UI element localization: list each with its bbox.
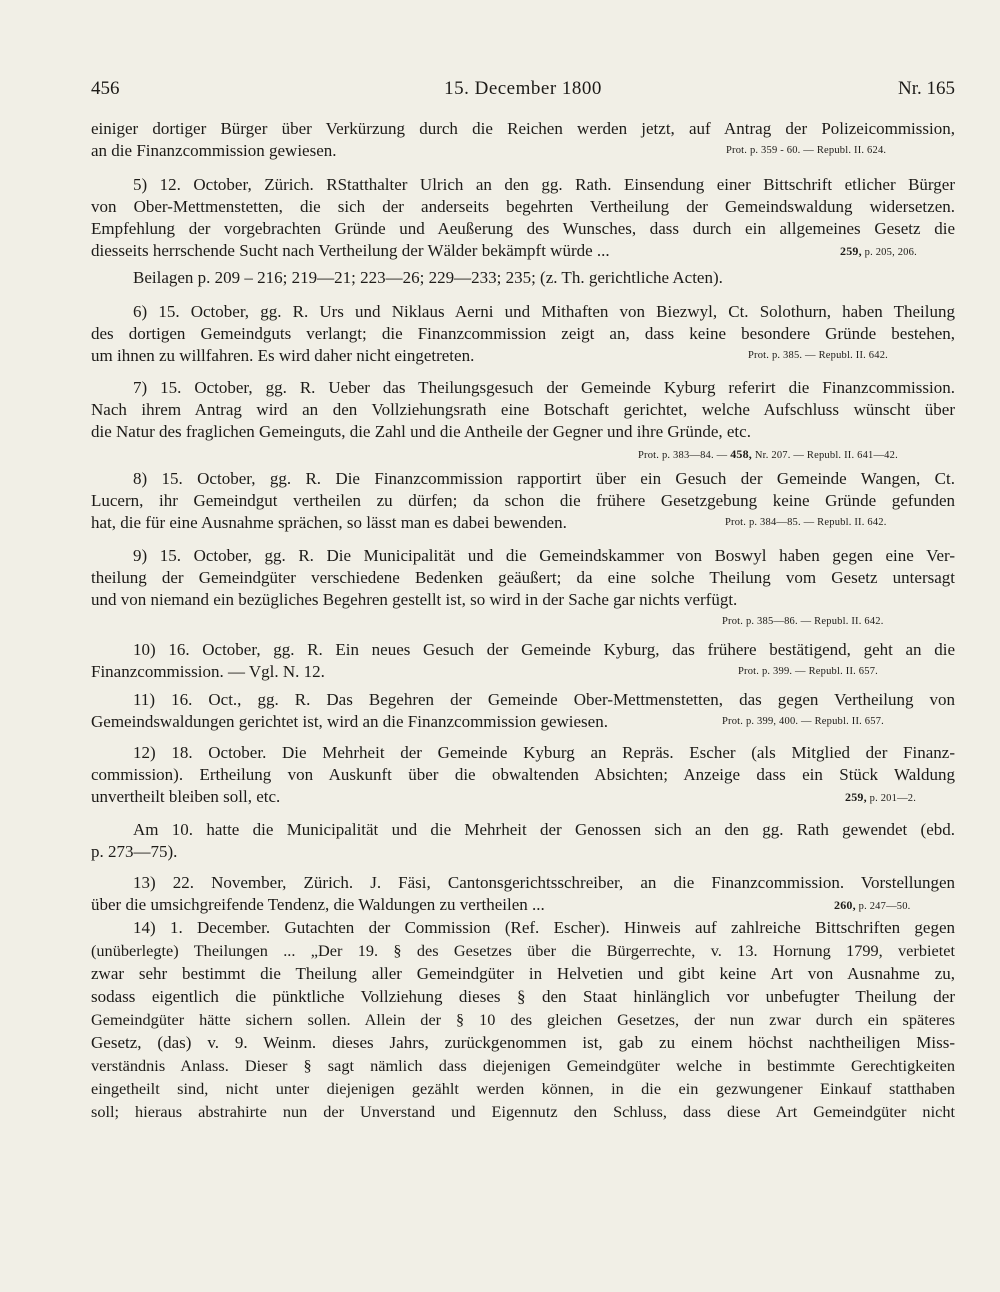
reference-volume: 259, <box>845 790 867 804</box>
text-line: Lucern, ihr Gemeindgut vertheilen zu dürfen; da schon die frühere Gesetzgebung keine Gründe gefunden <box>91 491 955 510</box>
text-line: Gemeindgüter hätte sichern sollen. Allein der § 10 des gleichen Gesetzes, der nun zwar durch ein späteres <box>91 1010 955 1029</box>
text-line: theilung der Gemeindgüter verschiedene Bedenken geäußert; da eine solche Theilung vom Gesetz untersagt <box>91 568 955 587</box>
text-line: sodass eigentlich die pünktliche Vollziehung dieses § den Staat hinlänglich vor unbefugter Theilung der <box>91 987 955 1006</box>
text-line: um ihnen zu willfahren. Es wird daher nicht eingetreten. <box>91 346 475 365</box>
text-line: Finanzcommission. — Vgl. N. 12. <box>91 662 325 681</box>
text-line: commission). Ertheilung von Auskunft über die obwaltenden Absichten; Anzeige dass ein Stück Waldung <box>91 765 955 784</box>
text-line: p. 273—75). <box>91 842 178 861</box>
text-line: 13) 22. November, Zürich. J. Fäsi, Cantonsgerichtsschreiber, an die Finanzcommission. Vorstellungen <box>133 873 955 892</box>
text-line: Gemeindswaldungen gerichtet ist, wird an die Finanzcommission gewiesen. <box>91 712 608 731</box>
reference-republ: Nr. 207. — Republ. II. 641—42. <box>752 450 898 461</box>
reference-note: Prot. p. 384—85. — Republ. II. 642. <box>725 517 887 528</box>
reference-note <box>638 443 898 467</box>
text-line: 7) 15. October, gg. R. Ueber das Theilungsgesuch der Gemeinde Kyburg referirt die Finanzcommission. <box>133 378 955 397</box>
reference-volume: 458, <box>730 447 752 461</box>
text-line: 6) 15. October, gg. R. Urs und Niklaus Aerni und Mithaften von Biezwyl, Ct. Solothurn, haben Theilung <box>133 302 955 321</box>
reference-note: Prot. p. 399. — Republ. II. 657. <box>738 666 878 677</box>
text-line: einiger dortiger Bürger über Verkürzung durch die Reichen werden jetzt, auf Antrag der Polizeicommission, <box>91 119 955 138</box>
reference-volume: 260, <box>834 898 856 912</box>
text-line: des dortigen Gemeindguts verlangt; die Finanzcommission zeigt an, dass keine besondere Gründe bestehen, <box>91 324 955 343</box>
text-line: Empfehlung der vorgebrachten Gründe und Aeußerung des Wunsches, dass durch ein allgemeines Gesetz die <box>91 219 955 238</box>
text-line: an die Finanzcommission gewiesen. <box>91 141 337 160</box>
text-line: 5) 12. October, Zürich. RStatthalter Ulrich an den gg. Rath. Einsendung einer Bittschrift etlicher Bürger <box>133 175 955 194</box>
text-line: hat, die für eine Ausnahme sprächen, so lässt man es dabei bewenden. <box>91 513 567 532</box>
reference-note: Prot. p. 385. — Republ. II. 642. <box>748 350 888 361</box>
text-line: 12) 18. October. Die Mehrheit der Gemeinde Kyburg an Repräs. Escher (als Mitglied der Finanz- <box>133 743 955 762</box>
reference-volume: 259, <box>840 244 862 258</box>
header-number: Nr. 165 <box>898 78 955 99</box>
text-line: 14) 1. December. Gutachten der Commission (Ref. Escher). Hinweis auf zahlreiche Bittschriften gegen <box>133 918 955 937</box>
reference-protocol: Prot. p. 383—84. — <box>638 450 731 461</box>
reference-note <box>845 786 916 810</box>
text-line: von Ober-Mettmenstetten, die sich der anderseits begehrten Vertheilung der Gemeindswaldung widersetzen. <box>91 197 955 216</box>
text-line: verständnis Anlass. Dieser § sagt nämlich dass diejenigen Gemeindgüter welche in bestimmte Gerechtigkeiten <box>91 1056 955 1075</box>
reference-pages: p. 247—50. <box>855 901 911 912</box>
text-line: und von niemand ein bezügliches Begehren gestellt ist, so wird in der Sache gar nichts verfügt. <box>91 590 738 609</box>
reference-note: Prot. p. 385—86. — Republ. II. 642. <box>722 616 884 627</box>
text-line: über die umsichgreifende Tendenz, die Waldungen zu vertheilen ... <box>91 895 545 914</box>
text-line: (unüberlegte) Theilungen ... „Der 19. § des Gesetzes über die Bürgerrechte, v. 13. Hornung 1799, verbietet <box>91 941 955 960</box>
text-line: zwar sehr bestimmt die Theilung aller Gemeindgüter in Helvetien und gibt keine Art von Ausnahme zu, <box>91 964 955 983</box>
text-line: unvertheilt bleiben soll, etc. <box>91 787 281 806</box>
text-line: 8) 15. October, gg. R. Die Finanzcommission rapportirt über ein Gesuch der Gemeinde Wangen, Ct. <box>133 469 955 488</box>
text-line: soll; hieraus abstrahirte nun der Unverstand und Eigennutz den Schluss, dass diese Art Gemeindgüter nicht <box>91 1102 955 1121</box>
text-line: diesseits herrschende Sucht nach Vertheilung der Wälder bekämpft würde ... <box>91 241 610 260</box>
reference-note <box>840 240 917 264</box>
text-line: 11) 16. Oct., gg. R. Das Begehren der Gemeinde Ober-Mettmenstetten, das gegen Vertheilung von <box>133 690 955 709</box>
text-line: 9) 15. October, gg. R. Die Municipalität und die Gemeindskammer von Boswyl haben gegen eine Ver- <box>133 546 955 565</box>
text-line: Gesetz, (das) v. 9. Weinm. dieses Jahrs, zurückgenommen ist, gab zu einem höchst nachtheiligen Miss- <box>91 1033 955 1052</box>
text-line: Am 10. hatte die Municipalität und die Mehrheit der Genossen sich an den gg. Rath gewendet (ebd. <box>133 820 955 839</box>
text-line: 10) 16. October, gg. R. Ein neues Gesuch der Gemeinde Kyburg, das frühere bestätigend, geht an die <box>133 640 955 659</box>
page-number: 456 <box>91 78 120 99</box>
reference-note: Prot. p. 359 - 60. — Republ. II. 624. <box>726 145 887 156</box>
text-line: die Natur des fraglichen Gemeinguts, die Zahl und die Antheile der Gegner und ihre Gründe, etc. <box>91 422 751 441</box>
text-line: eingetheilt sind, nicht unter diejenigen gezählt werden können, in die ein gezwungener Einkauf statthaben <box>91 1079 955 1098</box>
reference-note <box>834 894 911 918</box>
header-date: 15. December 1800 <box>444 78 602 99</box>
text-line: Beilagen p. 209 – 216; 219—21; 223—26; 229—233; 235; (z. Th. gerichtliche Acten). <box>133 268 723 287</box>
text-line: Nach ihrem Antrag wird an den Vollziehungsrath eine Botschaft gerichtet, welche Aufschluss wünscht über <box>91 400 955 419</box>
reference-note: Prot. p. 399, 400. — Republ. II. 657. <box>722 716 884 727</box>
running-header <box>91 78 955 106</box>
reference-pages: p. 201—2. <box>866 793 917 804</box>
reference-pages: p. 205, 206. <box>861 247 917 258</box>
